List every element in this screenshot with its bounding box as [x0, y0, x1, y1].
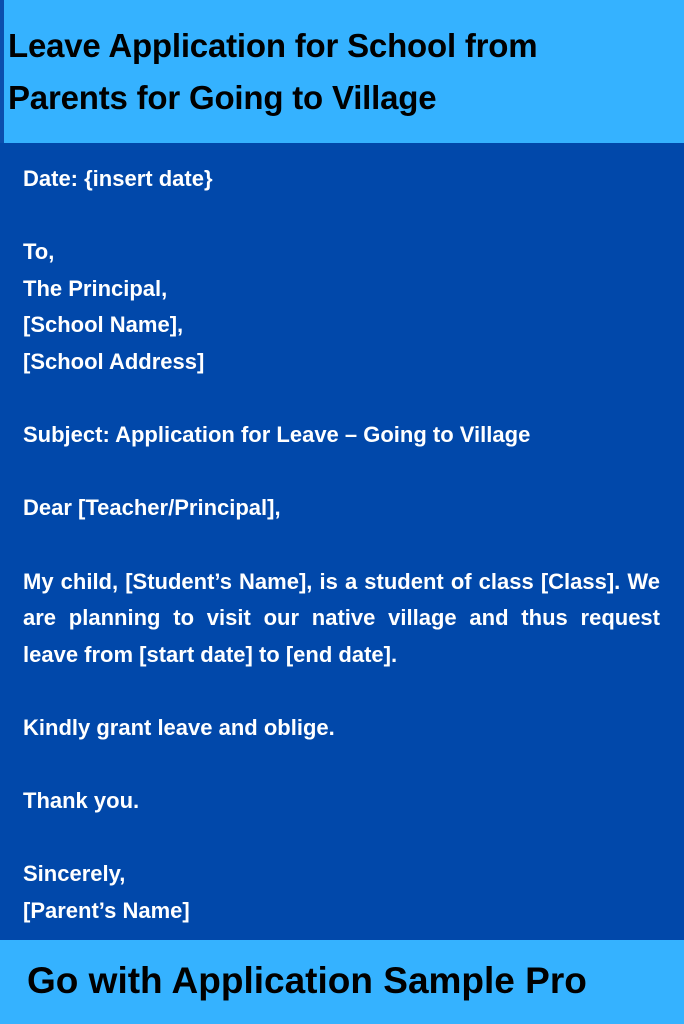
letter-salutation: Dear [Teacher/Principal],: [23, 495, 281, 521]
letter-thanks: Thank you.: [23, 788, 140, 814]
parent-signature: [Parent’s Name]: [23, 897, 190, 923]
letter-spacing: [23, 673, 660, 710]
letter-spacing: [23, 454, 660, 491]
letter-request: Kindly grant leave and oblige.: [23, 714, 335, 740]
page-title: Leave Application for School from Parents for Going to Village: [8, 27, 538, 116]
letter-closing: Sincerely,: [23, 861, 126, 887]
recipient-school-name: [School Name],: [23, 312, 184, 338]
footer-banner: [0, 940, 684, 1024]
recipient-to: To,: [23, 239, 55, 265]
letter-content: [23, 161, 660, 929]
footer-brand: Go with Application Sample Pro: [27, 960, 587, 1001]
recipient-school-address: [School Address]: [23, 348, 205, 374]
letter-spacing: [23, 198, 660, 235]
letter-panel: [0, 143, 684, 940]
letter-body: My child, [Student’s Name], is a student of class [Class]. We are planning to visit our native village and thus request leave from [start date] to [end date].: [23, 568, 660, 667]
letter-spacing: [23, 527, 660, 564]
letter-spacing: [23, 381, 660, 418]
letter-subject: Subject: Application for Leave – Going to Village: [23, 422, 531, 448]
letter-spacing: [23, 747, 660, 784]
letter-spacing: [23, 820, 660, 857]
letter-date: Date: {insert date}: [23, 166, 213, 191]
recipient-title: The Principal,: [23, 275, 168, 301]
title-accent-bar: [0, 0, 4, 143]
title-banner: [0, 0, 684, 143]
